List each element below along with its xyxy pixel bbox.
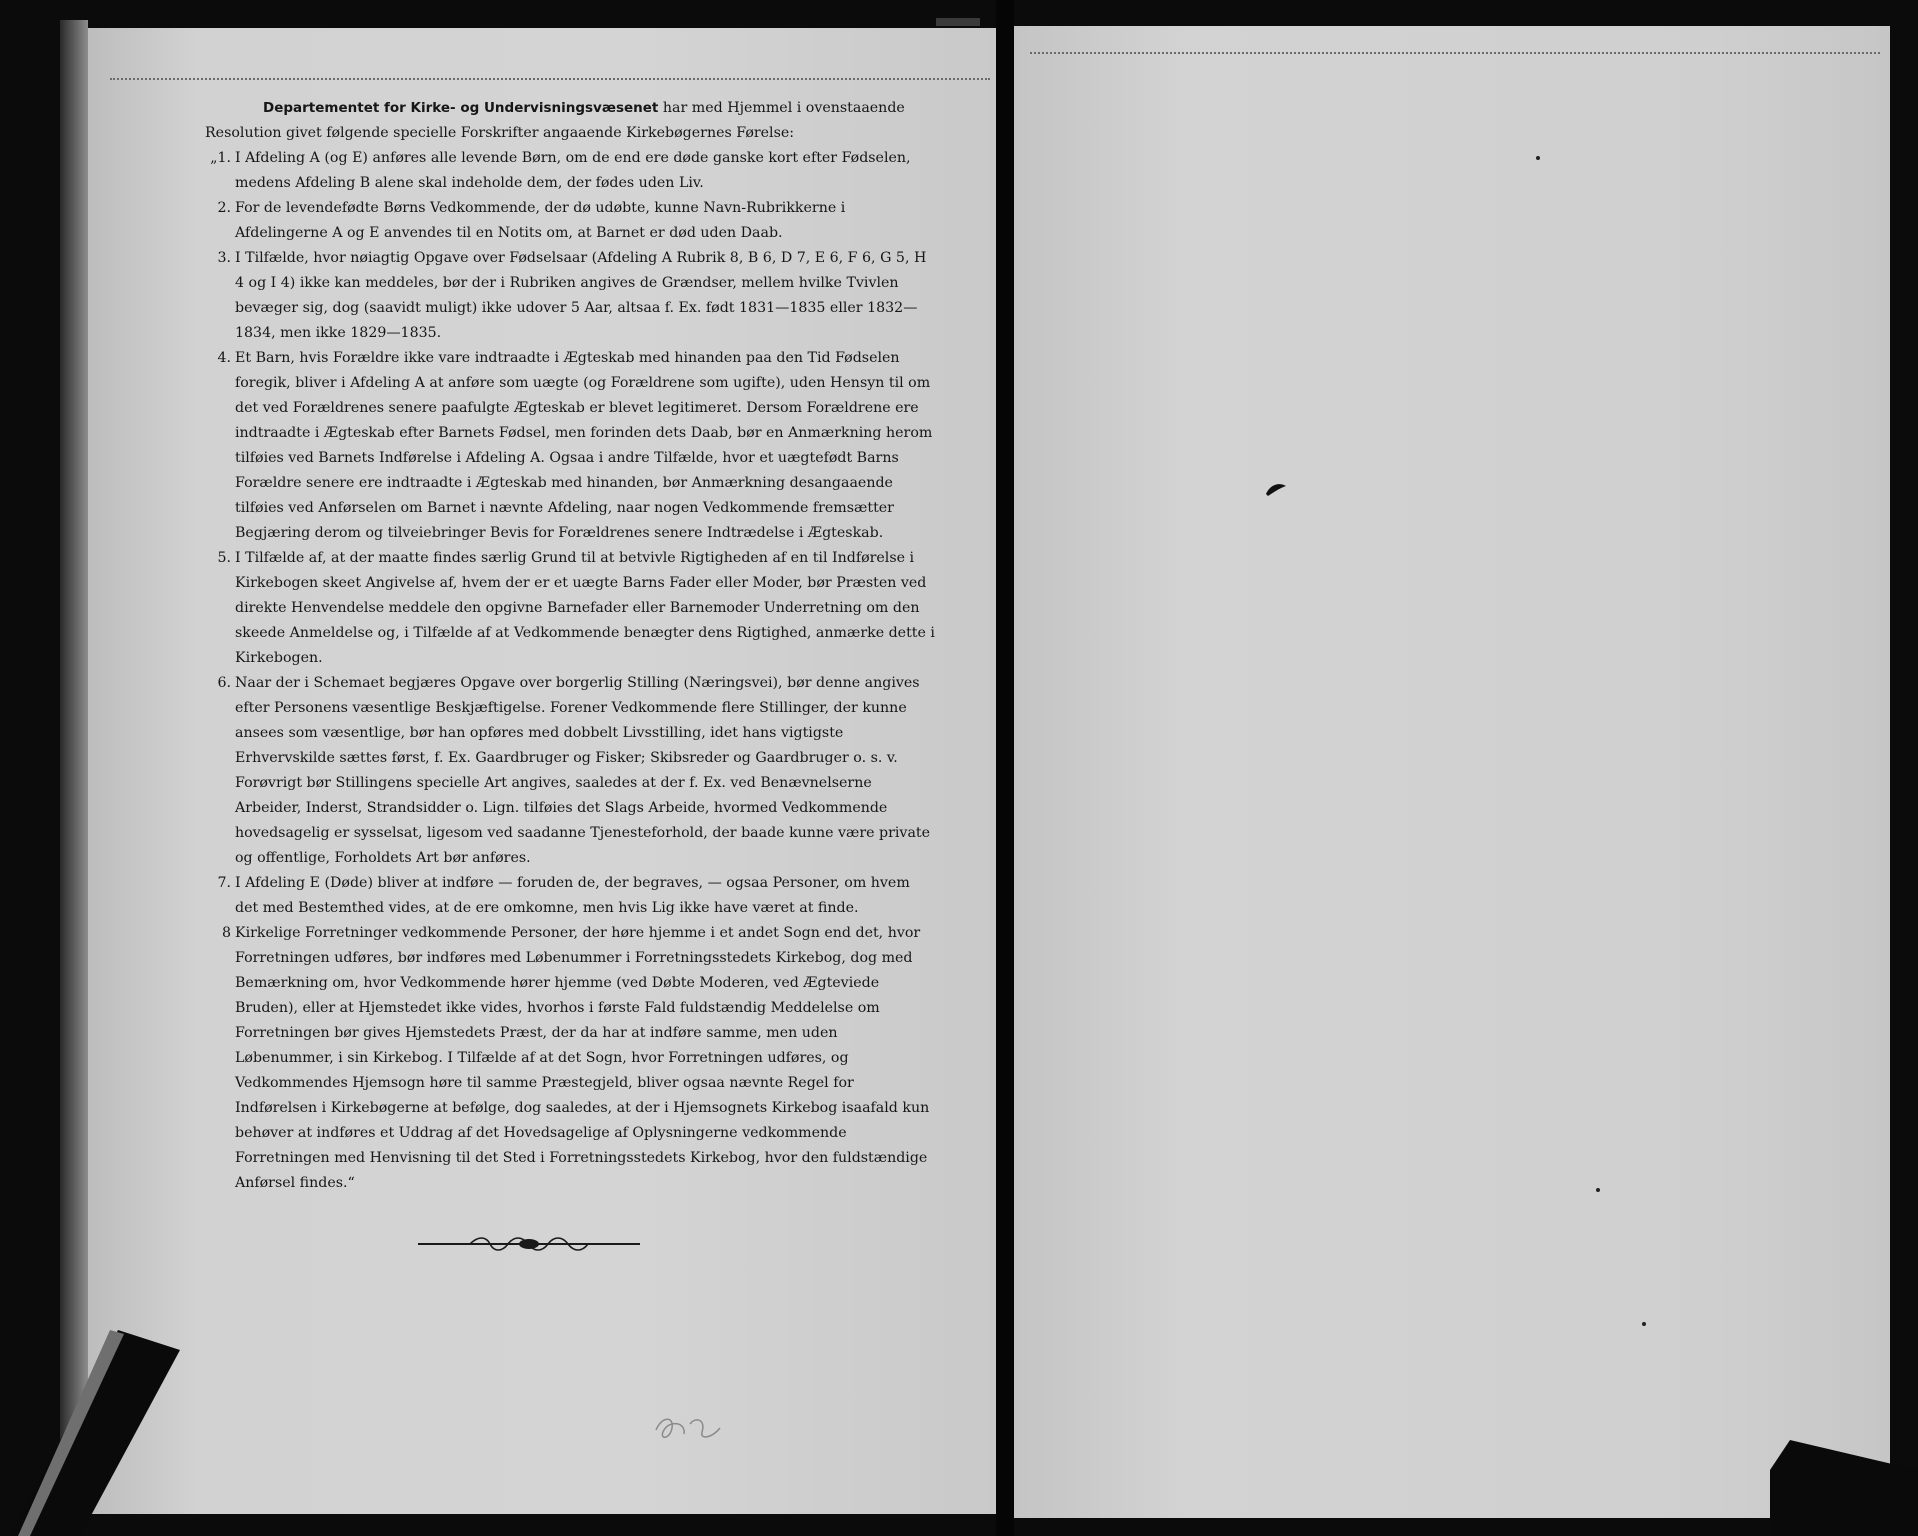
regulation-item-7 — [205, 871, 935, 921]
regulation-item-6 — [205, 671, 935, 871]
regulation-item-8 — [205, 921, 935, 1196]
item-number: „1. — [210, 150, 231, 166]
item-number: 6. — [217, 675, 231, 691]
dotted-rule-right — [1030, 52, 1880, 54]
item-text: Et Barn, hvis Forældre ikke vare indtraadte i Ægteskab med hinanden paa den Tid Fødselen foregik, bliver i Afdeling A at anføre som uægte (og Forældrene som ugifte), uden Hensyn til om det ved Forældrenes senere paafulgte Ægteskab er blevet legitimeret. Dersom Forældrene ere indtraadte i Ægteskab efter Barnets Fødsel, men forinden dets Daab, bør en Anmærkning herom tilføies ved Barnets Indførelse i Afdeling A. Ogsaa i andre Tilfælde, hvor et uægtefødt Barns Forældre senere ere indtraadte i Ægteskab med hinanden, bør Anmærkning desangaaende tilføies ved Anførselen om Barnet i nævnte Afdeling, naar nogen Vedkommende fremsætter Begjæring derom og tilveiebringer Bevis for Forældrenes senere Indtrædelse i Ægteskab. — [235, 350, 933, 541]
regulation-item-2 — [205, 196, 935, 246]
item-text: I Afdeling E (Døde) bliver at indføre — foruden de, der begraves, — ogsaa Personer, om hvem det med Bestemthed vides, at de ere omkomne, men hvis Lig ikke have været at finde. — [235, 875, 910, 916]
speck — [1536, 156, 1540, 160]
regulation-item-3 — [205, 246, 935, 346]
pencil-mark — [650, 1410, 730, 1446]
book-strap-left — [0, 1330, 180, 1536]
item-text: I Afdeling A (og E) anføres alle levende Børn, om de end ere døde ganske kort efter Fødselen, medens Afdeling B alene skal indeholde dem, der fødes uden Liv. — [235, 150, 911, 191]
regulation-item-4 — [205, 346, 935, 546]
item-number: 7. — [217, 875, 231, 891]
speck — [1596, 1188, 1600, 1192]
heading-rest: har med Hjemmel i ovenstaaende Resolution givet følgende specielle Forskrifter angaaende Kirkebøgernes Førelse: — [205, 100, 905, 141]
item-text: I Tilfælde, hvor nøiagtig Opgave over Fødselsaar (Afdeling A Rubrik 8, B 6, D 7, E 6, F 6, G 5, H 4 og I 4) ikke kan meddeles, bør der i Rubriken angives de Grændser, mellem hvilke Tvivlen bevæger sig, dog (saavidt muligt) ikke udover 5 Aar, altsaa f. Ex. født 1831—1835 eller 1832—1834, men ikke 1829—1835. — [235, 250, 927, 341]
page-gutter — [996, 0, 1014, 1536]
regulations-text — [205, 96, 935, 1196]
item-number: 5. — [217, 550, 231, 566]
item-text: For de levendefødte Børns Vedkommende, der dø udøbte, kunne Navn-Rubrikkerne i Afdelingerne A og E anvendes til en Notits om, at Barnet er død uden Daab. — [235, 200, 846, 241]
regulation-item-5 — [205, 546, 935, 671]
item-number: 3. — [217, 250, 231, 266]
item-text: I Tilfælde af, at der maatte findes særlig Grund til at betvivle Rigtigheden af en til Indførelse i Kirkebogen skeet Angivelse af, hvem der er et uægte Barns Fader eller Moder, bør Præsten ved direkte Henvendelse meddele den opgivne Barnefader eller Barnemoder Underretning om den skeede Anmeldelse og, i Tilfælde af at Vedkommende benægter dens Rigtighed, anmærke dette i Kirkebogen. — [235, 550, 935, 666]
item-number: 2. — [217, 200, 231, 216]
top-clip — [936, 18, 980, 26]
speck — [1642, 1322, 1646, 1326]
item-text: Naar der i Schemaet begjæres Opgave over borgerlig Stilling (Næringsvei), bør denne angives efter Personens væsentlige Beskjæftigelse. Forener Vedkommende flere Stillinger, der kunne ansees som væsentlige, bør han opføres med dobbelt Livsstilling, idet hans vigtigste Erhvervskilde sættes først, f. Ex. Gaardbruger og Fisker; Skibsreder og Gaardbruger o. s. v. Forøvrigt bør Stillingens specielle Art angives, saaledes at der f. Ex. ved Benævnelserne Arbeider, Inderst, Strandsidder o. Lign. tilføies det Slags Arbeide, hvormed Vedkommende hovedsagelig er sysselsat, ligesom ved saadanne Tjenesteforhold, der baade kunne være private og offentlige, Forholdets Art bør anføres. — [235, 675, 931, 866]
dotted-rule-left — [110, 78, 990, 80]
right-page — [1012, 26, 1890, 1518]
heading-bold: Departementet for Kirke- og Undervisningsvæsenet — [263, 100, 659, 116]
ink-blot — [1264, 480, 1288, 498]
item-number: 4. — [217, 350, 231, 366]
item-number: 8 — [221, 925, 231, 941]
book-strap-right — [1770, 1440, 1918, 1536]
decorative-flourish — [418, 1232, 640, 1256]
regulation-item-1 — [205, 146, 935, 196]
item-text: Kirkelige Forretninger vedkommende Personer, der høre hjemme i et andet Sogn end det, hvor Forretningen udføres, bør indføres med Løbenummer i Forretningsstedets Kirkebog, dog med Bemærkning om, hvor Vedkommende hører hjemme (ved Døbte Moderen, ved Ægteviede Bruden), eller at Hjemstedet ikke vides, hvorhos i første Fald fuldstændig Meddelelse om Forretningen bør gives Hjemstedets Præst, der da har at indføre samme, men uden Løbenummer, i sin Kirkebog. I Tilfælde af at det Sogn, hvor Forretningen udføres, og Vedkommendes Hjemsogn høre til samme Præstegjeld, bliver ogsaa nævnte Regel for Indførelsen i Kirkebøgerne at befølge, dog saaledes, at der i Hjemsognets Kirkebog isaafald kun behøver at indføres et Uddrag af det Hovedsagelige af Oplysningerne vedkommende Forretningen med Henvisning til det Sted i Forretningsstedets Kirkebog, hvor den fuldstændige Anførsel findes.“ — [235, 925, 930, 1191]
regulations-heading — [205, 96, 935, 146]
binding-edge — [60, 20, 88, 1520]
